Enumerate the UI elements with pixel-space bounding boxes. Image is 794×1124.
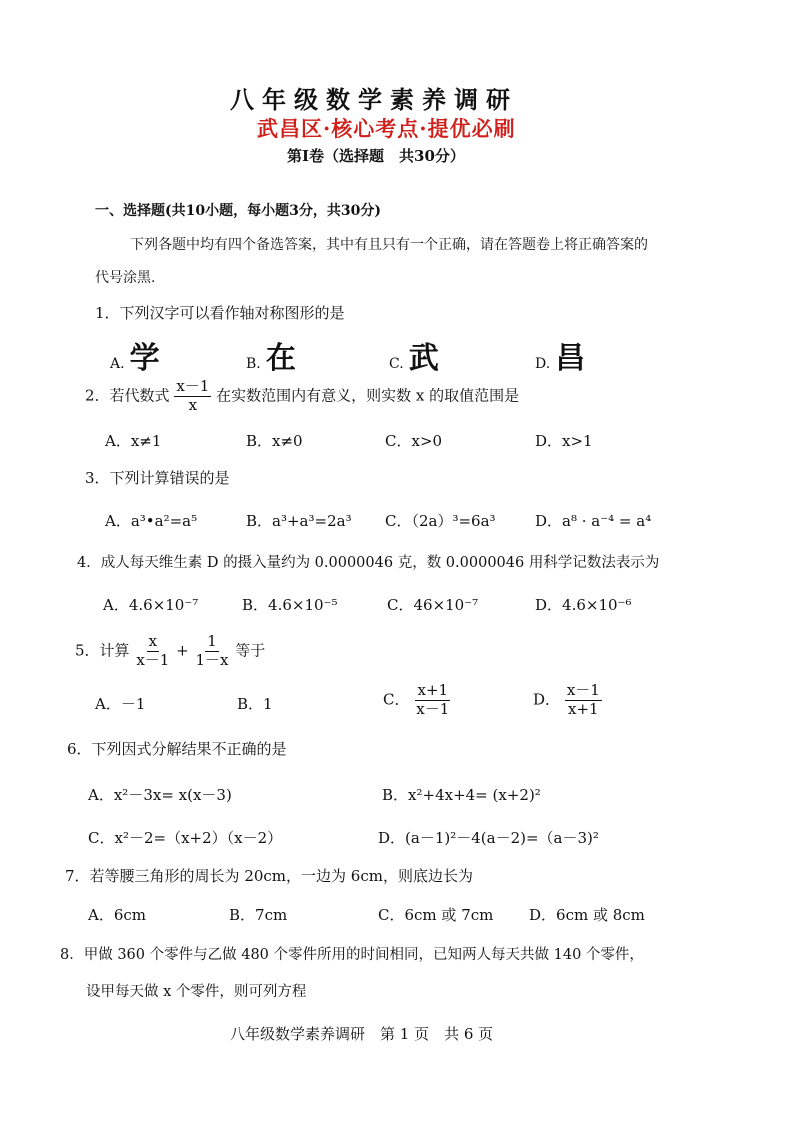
q5-stem: [75, 634, 265, 669]
q2-option-a: A．x≠1: [105, 432, 162, 450]
option-label: D．: [533, 690, 561, 709]
q2-num: 2．若代数式: [85, 386, 170, 405]
q5-option-a: A．－1: [95, 695, 146, 713]
q7-option-b: B．7cm: [229, 906, 288, 924]
q5-tail: 等于: [235, 641, 266, 660]
q5-fraction-2: [193, 634, 230, 669]
q7-option-d: D．6cm 或 8cm: [529, 906, 645, 924]
q4-stem: 4．成人每天维生素 D 的摄入量约为 0.0000046 克，数 0.0000046 用科学记数法表示为: [77, 555, 660, 571]
fraction-denominator: x+1: [568, 699, 599, 718]
option-label: D.: [535, 356, 551, 372]
instructions-line-1: 下列各题中均有四个备选答案，其中有且只有一个正确，请在答题卷上将正确答案的: [130, 237, 648, 253]
q5-fraction-1: [134, 634, 171, 669]
q5-option-d: [533, 683, 602, 718]
q7-option-c: C．6cm 或 7cm: [378, 906, 494, 924]
q1-option-d: [535, 333, 585, 377]
fraction-denominator: 1－x: [195, 650, 229, 669]
fraction-numerator: x－1: [176, 377, 210, 395]
q3-stem: 3．下列计算错误的是: [85, 469, 230, 487]
fraction-numerator: x: [148, 632, 158, 650]
q5-option-b: B．1: [237, 695, 273, 713]
q3-option-a: A．a³•a²=a⁵: [105, 512, 198, 530]
fraction-numerator: x－1: [566, 681, 600, 699]
fraction-denominator: x: [188, 395, 198, 414]
option-glyph: 昌: [555, 341, 586, 376]
fraction-numerator: 1: [207, 632, 217, 650]
option-fraction: [565, 683, 602, 718]
option-label: C.: [389, 356, 404, 372]
q7-stem: 7．若等腰三角形的周长为 20cm，一边为 6cm，则底边长为: [65, 867, 473, 885]
q3-option-b: B．a³+a³=2a³: [246, 512, 352, 530]
page-footer: 八年级数学素养调研 第 1 页 共 6 页: [230, 1025, 494, 1043]
page-title: 八年级数学素养调研: [230, 85, 518, 114]
q5-option-c: [383, 683, 451, 718]
q6-stem: 6．下列因式分解结果不正确的是: [67, 740, 287, 758]
page-subtitle: 武昌区·核心考点·提优必刷: [257, 116, 516, 141]
q3-option-c: C．（2a）³=6a³: [385, 512, 496, 530]
q4-option-d: D．4.6×10⁻⁶: [535, 596, 632, 614]
q4-option-b: B．4.6×10⁻⁵: [242, 596, 338, 614]
q2-option-d: D．x>1: [535, 432, 593, 450]
section-heading: 一、选择题(共10小题，每小题3分，共30分): [95, 203, 381, 219]
option-label: A.: [110, 356, 125, 372]
q2-tail: 在实数范围内有意义，则实数 x 的取值范围是: [216, 386, 520, 405]
q6-option-a: A．x²－3x= x(x－3): [88, 786, 232, 804]
q8-line-1: 8．甲做 360 个零件与乙做 480 个零件所用的时间相同，已知两人每天共做 140 个零件，: [60, 947, 644, 963]
q3-option-d: D．a⁸ · a⁻⁴ = a⁴: [535, 512, 652, 530]
q2-option-c: C．x>0: [385, 432, 443, 450]
q1-option-c: [389, 333, 439, 377]
fraction-denominator: x－1: [416, 699, 450, 718]
instructions-line-2: 代号涂黑.: [95, 270, 156, 286]
q1-option-a: [110, 333, 160, 377]
q2-fraction: [174, 379, 211, 414]
q4-option-a: A．4.6×10⁻⁷: [103, 596, 199, 614]
option-fraction: [414, 683, 451, 718]
q1-stem: 1．下列汉字可以看作轴对称图形的是: [95, 304, 345, 322]
q6-option-b: B．x²+4x+4= (x+2)²: [382, 786, 541, 804]
fraction-denominator: x－1: [136, 650, 170, 669]
q7-option-a: A．6cm: [88, 906, 147, 924]
fraction-numerator: x+1: [417, 681, 449, 699]
option-label: B.: [246, 356, 261, 372]
q4-option-c: C．46×10⁻⁷: [387, 596, 479, 614]
q1-option-b: [246, 333, 296, 377]
plus-sign: +: [176, 641, 189, 660]
volume-heading: 第Ⅰ卷（选择题 共30分）: [287, 147, 465, 165]
option-label: C．: [383, 690, 410, 709]
option-glyph: 在: [265, 341, 296, 376]
q6-option-c: C．x²－2=（x+2）（x－2）: [88, 829, 283, 847]
q8-line-2: 设甲每天做 x 个零件，则可列方程: [86, 984, 307, 1000]
option-glyph: 学: [129, 341, 160, 376]
q2-stem: [85, 379, 519, 414]
q6-option-d: D．(a－1)²－4(a－2)=（a－3)²: [378, 829, 599, 847]
q2-option-b: B．x≠0: [246, 432, 303, 450]
q5-num: 5．计算: [75, 641, 130, 660]
option-glyph: 武: [408, 341, 439, 376]
